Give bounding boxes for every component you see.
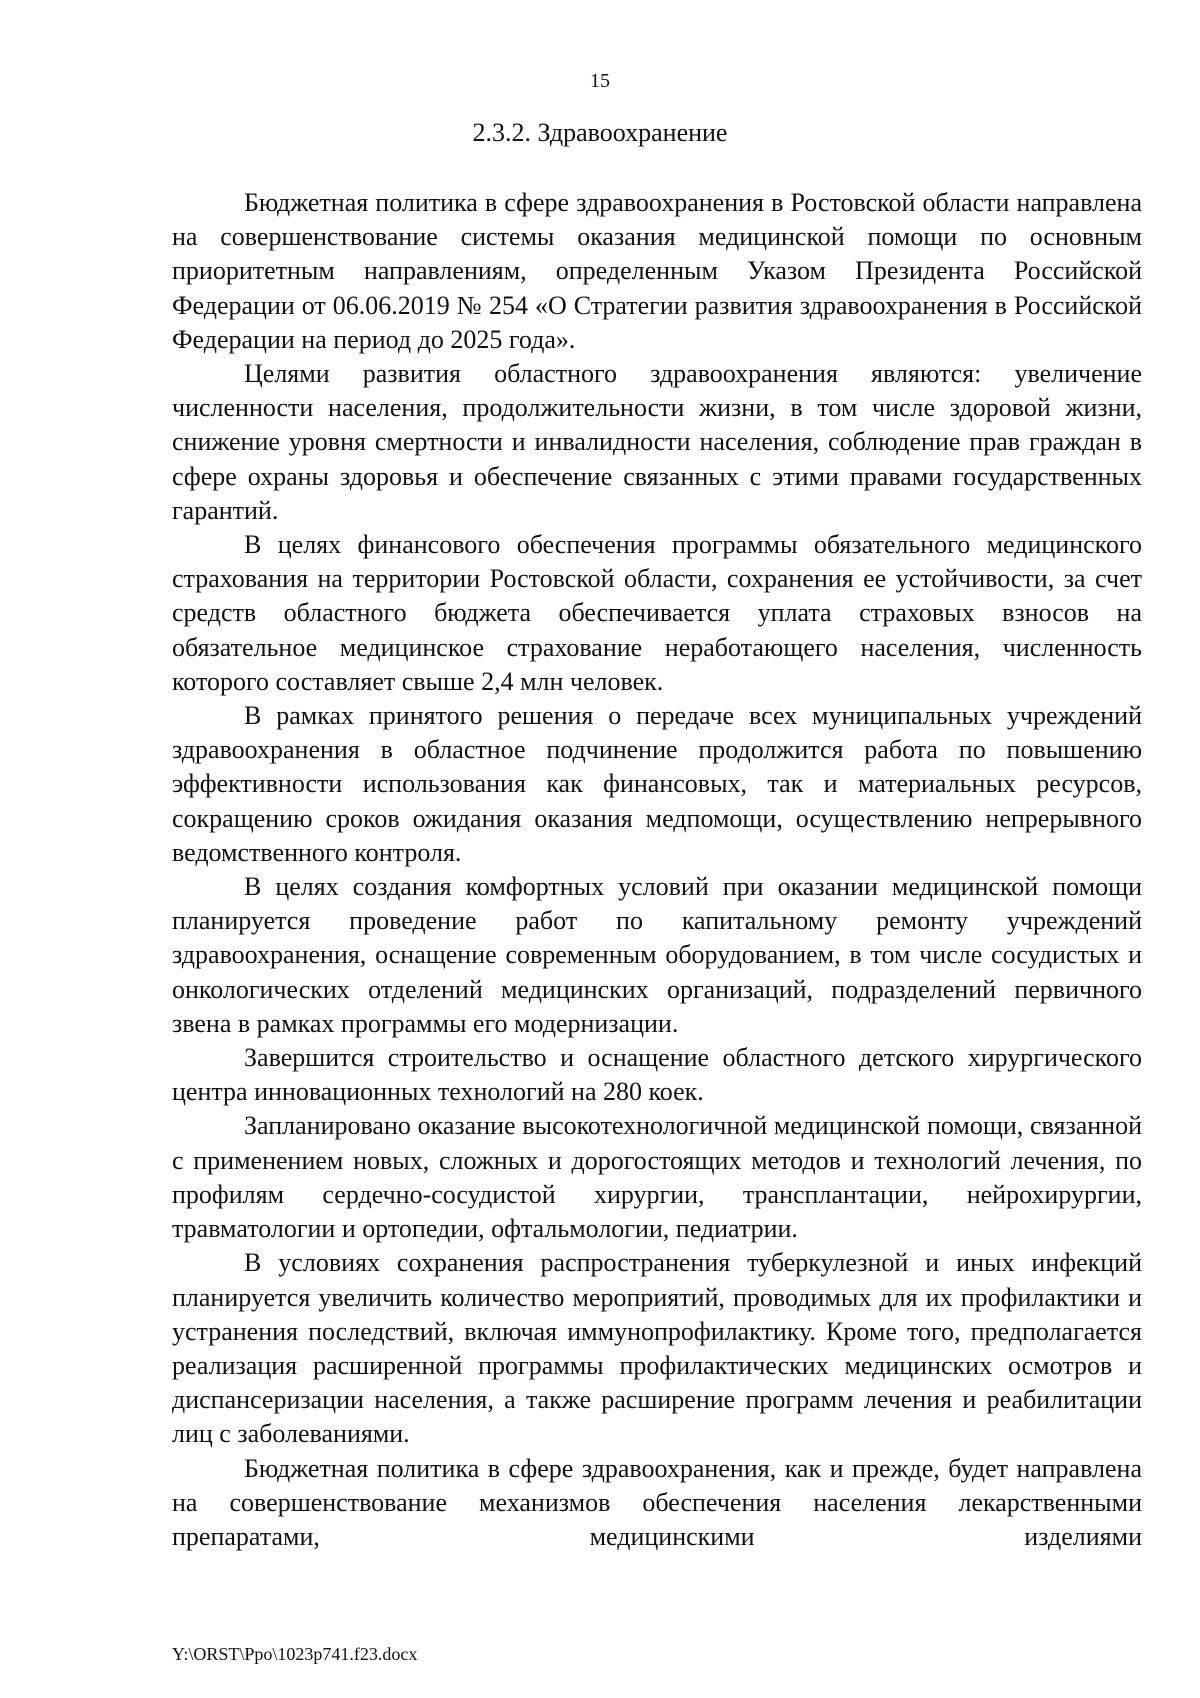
paragraph-8: В условиях сохранения распространения туберкулезной и иных инфекций планируется увеличить количество мероприятий, проводимых для их профилактики и устранения последствий, включая иммунопрофилактику. Кроме того, предполагается реализация расширенной программы профилактических медицинских осмотров и диспансеризации населения, а также расширение программ лечения и реабилитации лиц с заболеваниями. xyxy=(172,1248,1142,1449)
paragraph-9: Бюджетная политика в сфере здравоохранения, как и прежде, будет направлена на совершенствование механизмов обеспечения населения лекарственными препаратами, медицинскими изделиями xyxy=(172,1453,1142,1551)
page-number: 15 xyxy=(590,70,610,92)
footer-file-path: Y:\ORST\Ppo\1023p741.f23.docx xyxy=(172,1644,418,1664)
paragraph-4: В рамках принятого решения о передаче всех муниципальных учреждений здравоохранения в областное подчинение продолжится работа по повышению эффективности использования как финансовых, так и материальных ресурсов, сокращению сроков ожидания оказания медпомощи, осуществлению непрерывного ведомственного контроля. xyxy=(172,701,1142,867)
paragraph-5: В целях создания комфортных условий при оказании медицинской помощи планируется проведение работ по капитальному ремонту учреждений здравоохранения, оснащение современным оборудованием, в том числе сосудистых и онкологических отделений медицинских организаций, подразделений первичного звена в рамках программы его модернизации. xyxy=(172,872,1142,1038)
body-text xyxy=(172,186,1142,1554)
paragraph-6: Завершится строительство и оснащение областного детского хирургического центра инновационных технологий на 280 коек. xyxy=(172,1043,1142,1107)
paragraph-2: Целями развития областного здравоохранения являются: увеличение численности населения, продолжительности жизни, в том числе здоровой жизни, снижение уровня смертности и инвалидности населения, соблюдение прав граждан в сфере охраны здоровья и обеспечение связанных с этими правами государственных гарантий. xyxy=(172,359,1142,525)
section-heading: 2.3.2. Здравоохранение xyxy=(472,118,728,147)
paragraph-7: Запланировано оказание высокотехнологичной медицинской помощи, связанной с применением новых, сложных и дорогостоящих методов и технологий лечения, по профилям сердечно-сосудистой хирургии, трансплантации, нейрохирургии, травматологии и ортопедии, офтальмологии, педиатрии. xyxy=(172,1111,1142,1244)
paragraph-3: В целях финансового обеспечения программы обязательного медицинского страхования на территории Ростовской области, сохранения ее устойчивости, за счет средств областного бюджета обеспечивается уплата страховых взносов на обязательное медицинское страхование неработающего населения, численность которого составляет свыше 2,4 млн человек. xyxy=(172,530,1142,696)
paragraph-1: Бюджетная политика в сфере здравоохранения в Ростовской области направлена на совершенствование системы оказания медицинской помощи по основным приоритетным направлениям, определенным Указом Президента Российской Федерации от 06.06.2019 № 254 «О Стратегии развития здравоохранения в Российской Федерации на период до 2025 года». xyxy=(172,188,1142,354)
